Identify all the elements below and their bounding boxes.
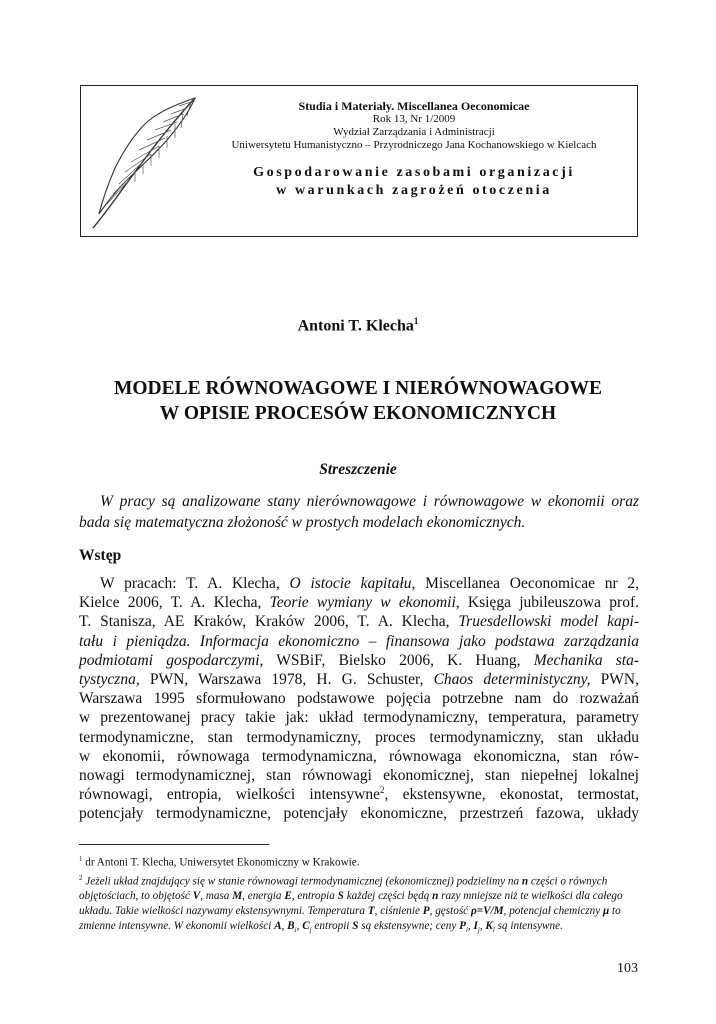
body-text-run: Chaos deterministyczny, xyxy=(433,671,591,689)
footnote-2-run: i xyxy=(294,926,297,935)
footnote-2-run: j xyxy=(309,926,312,935)
journal-issue: Rok 13, Nr 1/2009 xyxy=(372,113,456,125)
journal-name: Studia i Materiały. Miscellanea Oeconomicae xyxy=(298,99,530,113)
journal-university: Uniwersytetu Humanistyczno – Przyrodniczego Jana Kochanowskiego w Kielcach xyxy=(231,139,597,151)
footnote-2-run: V xyxy=(192,890,201,903)
abstract-text xyxy=(79,491,639,533)
body-line xyxy=(79,728,639,747)
body-text-run: Mechanika sta- xyxy=(533,651,640,669)
footnote-2-run: , xyxy=(467,920,474,933)
footnote-2-run: , masa xyxy=(200,890,233,903)
section-heading: Wstęp xyxy=(79,547,122,564)
footnotes xyxy=(79,852,639,939)
body-text-run: termodynamiczne, stan termodynamiczny, proces termodynamiczny, stan układu xyxy=(79,728,639,746)
paper-title xyxy=(40,376,676,426)
footnote-2 xyxy=(79,871,639,939)
body-text-run: O istocie kapitału, xyxy=(289,575,416,592)
author-footnote-ref: 1 xyxy=(413,316,419,326)
footnote-rule xyxy=(79,844,269,845)
abstract-body: W pracy są analizowane stany nierównowagowe i równowagowe w ekonomii oraz bada się matematyczna złożoność w prostych modelach ekonomicznych. xyxy=(79,493,639,531)
body-text-run: Warszawa 1995 sformułowano podstawowe pojęcia potrzebne nam do rozważań xyxy=(79,690,639,708)
body-text-run: W pracach: T. A. Klecha, xyxy=(100,575,290,592)
footnote-2-run: , xyxy=(479,920,486,933)
section-body xyxy=(79,574,639,824)
body-text-run: , ekstensywne, ekonostat, termostat, xyxy=(384,786,639,804)
body-text-run: tystyczna, xyxy=(79,671,140,689)
body-text-run: w ekonomii, równowaga termodynamiczna, równowaga ekonomiczna, stan rów- xyxy=(79,747,639,765)
body-line xyxy=(79,766,639,785)
footnote-2-mark: 2 xyxy=(79,873,83,882)
footnote-2-run: części o równych objętościach, to objętość xyxy=(79,875,608,903)
body-line xyxy=(79,708,639,727)
footnote-2-run: E xyxy=(284,890,292,903)
body-text-run: w prezentowanej pracy takie jak: układ termodynamiczny, temperatura, parametry xyxy=(79,709,639,727)
footnote-2-run: P xyxy=(422,905,430,918)
body-line xyxy=(79,632,639,651)
body-line xyxy=(79,651,639,670)
quill-feather-icon xyxy=(87,90,199,232)
footnote-2-run: j xyxy=(477,926,480,935)
footnote-2-run: to zmienne intensywne. W ekonomii wielkości xyxy=(79,905,621,933)
body-line xyxy=(79,574,639,593)
body-text-run: WSBiF, Bielsko 2006, K. Huang, xyxy=(263,651,534,669)
theme-line-1: Gospodarowanie zasobami organizacji xyxy=(253,165,575,180)
footnote-2-run: i xyxy=(465,926,468,935)
footnote-1-text: dr Antoni T. Klecha, Uniwersytet Ekonomiczny w Krakowie. xyxy=(82,856,360,869)
body-text-run: Księga jubileuszowa prof. xyxy=(459,594,639,612)
footnote-2-run: , entropia xyxy=(291,890,338,903)
page-number: 103 xyxy=(617,961,638,976)
footnote-2-run: I xyxy=(473,920,478,933)
footnote-2-run: , ciśnienie xyxy=(374,905,423,918)
footnote-2-run: μ xyxy=(603,905,610,918)
author-name-text: Antoni T. Klecha xyxy=(297,317,414,335)
journal-faculty: Wydział Zarządzania i Administracji xyxy=(333,126,495,138)
footnote-2-run: razy mniejsze niż te wielkości dla całego układu. Takie wielkości nazywamy ekstensywnymi. Temperatura xyxy=(79,890,623,918)
body-line xyxy=(79,804,639,823)
body-text-run: T. Stanisza, AE Kraków, Kraków 2006, T. A. Klecha, xyxy=(79,613,459,631)
footnote-2-run: Jeżeli układ znajdujący się w stanie równowagi termodynamicznej (ekonomicznej) podzielimy na xyxy=(82,875,522,888)
footnote-2-run: , xyxy=(281,920,288,933)
body-line xyxy=(79,785,639,804)
footnote-2-run: n xyxy=(521,875,529,888)
body-text-run: Miscellanea Oeconomicae nr 2, xyxy=(415,575,640,592)
theme-line-2: w warunkach zagrożeń otoczenia xyxy=(276,183,552,198)
footnote-1 xyxy=(79,852,639,871)
footnote-2-run: są intensywne. xyxy=(494,920,563,933)
footnote-2-run: B xyxy=(287,920,295,933)
body-line xyxy=(79,689,639,708)
body-text-run: podmiotami gospodarczymi, xyxy=(79,651,264,669)
footnote-2-run: A xyxy=(274,920,282,933)
body-line xyxy=(79,747,639,766)
footnote-2-run: M xyxy=(232,890,243,903)
footnote-2-run: T xyxy=(367,905,375,918)
footnote-2-run: , gęstość xyxy=(429,905,471,918)
body-text-run: Teorie wymiany w ekonomii, xyxy=(269,594,460,612)
body-text-run: PWN, xyxy=(590,671,639,689)
body-text-run: Kielce 2006, T. A. Klecha, xyxy=(79,594,270,612)
journal-header-text xyxy=(197,99,631,200)
footnote-2-run: są ekstensywne; ceny xyxy=(358,920,460,933)
footnote-2-run: C xyxy=(302,920,310,933)
body-line xyxy=(79,612,639,631)
footnote-2-run: l xyxy=(492,926,495,935)
footnote-2-run: , xyxy=(296,920,303,933)
body-text-run: potencjały termodynamiczne, potencjały ekonomiczne, przestrzeń fazowa, układy xyxy=(79,805,639,823)
footnote-2-run: P xyxy=(459,920,466,933)
body-text-run: tału i pieniądza. Informacja ekonomiczno – finansowa jako podstawa zarządzania xyxy=(79,632,639,650)
footnote-2-run: S xyxy=(352,920,359,933)
author-name xyxy=(0,316,716,335)
footnote-1-mark: 1 xyxy=(79,855,83,863)
footnote-2-run: K xyxy=(485,920,493,933)
footnote-2-run: , energia xyxy=(242,890,285,903)
body-text-run: PWN, Warszawa 1978, H. G. Schuster, xyxy=(139,671,434,689)
body-line xyxy=(79,670,639,689)
footnote-2-run: S xyxy=(337,890,344,903)
body-text-run: równowagi, entropia, wielkości intensywne xyxy=(79,786,380,804)
footnote-2-run: , potencjał chemiczny xyxy=(503,905,604,918)
footnote-2-run: n xyxy=(432,890,439,903)
body-line xyxy=(79,593,639,612)
body-text-run: nowagi termodynamicznej, stan równowagi ekonomicznej, stan niepełnej lokalnej xyxy=(79,767,639,785)
footnote-2-run: każdej części będą xyxy=(343,890,433,903)
paper-title-line-2: W OPISIE PROCESÓW EKONOMICZNYCH xyxy=(159,403,557,424)
abstract-heading: Streszczenie xyxy=(319,461,397,478)
body-text-run: Truesdellowski model kapi- xyxy=(458,613,639,631)
paper-title-line-1: MODELE RÓWNOWAGOWE I NIERÓWNOWAGOWE xyxy=(113,378,603,399)
footnote-ref: 2 xyxy=(379,785,385,796)
footnote-2-run: entropii xyxy=(311,920,353,933)
footnote-2-run: ρ=V/M xyxy=(470,905,504,918)
journal-header-box xyxy=(80,85,638,237)
